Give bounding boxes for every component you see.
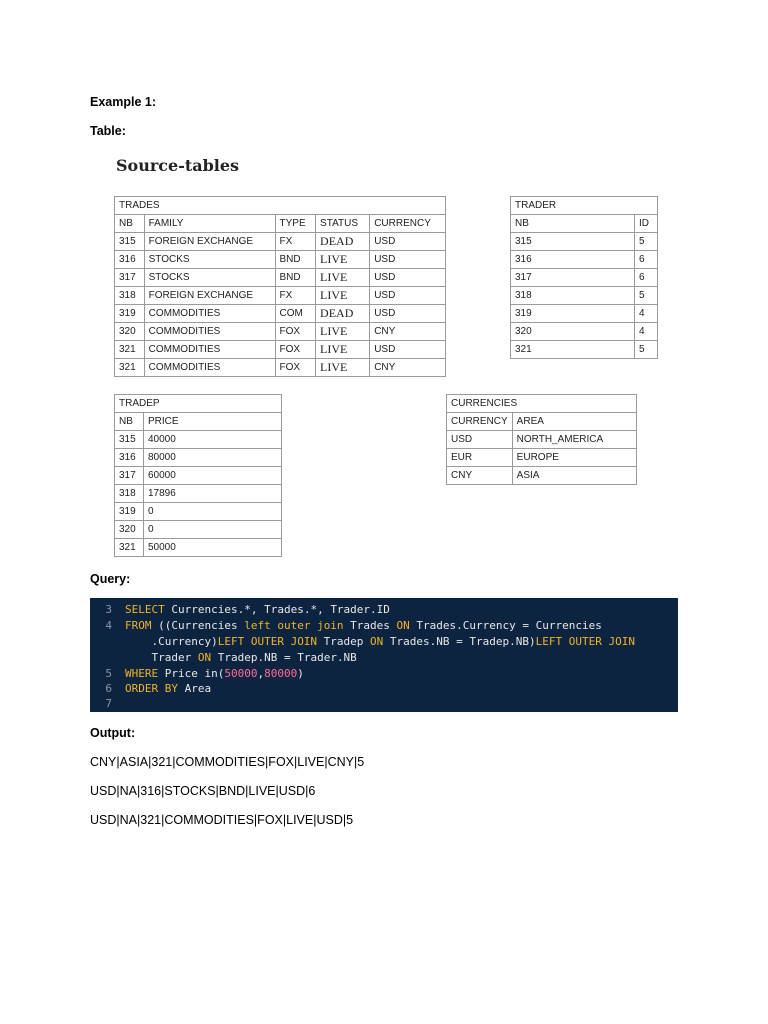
table-cell: BND bbox=[275, 269, 316, 287]
example-heading: Example 1: bbox=[90, 95, 157, 109]
query-heading: Query: bbox=[90, 572, 131, 586]
table-cell: 315 bbox=[511, 233, 635, 251]
table-cell: LIVE bbox=[316, 341, 370, 359]
sql-text: ((Currencies bbox=[151, 619, 245, 632]
output-heading: Output: bbox=[90, 726, 136, 740]
table-row bbox=[115, 305, 446, 323]
table-cell: BND bbox=[275, 251, 316, 269]
table-cell: 321 bbox=[511, 341, 635, 359]
table-cell: FOREIGN EXCHANGE bbox=[144, 287, 275, 305]
code-line bbox=[90, 681, 211, 697]
trades-header-cell: STATUS bbox=[316, 215, 370, 233]
trades-header-cell: TYPE bbox=[275, 215, 316, 233]
table-heading: Table: bbox=[90, 124, 126, 138]
table-cell: USD bbox=[370, 269, 446, 287]
table-cell: 317 bbox=[115, 269, 145, 287]
sql-code-block bbox=[90, 598, 678, 712]
table-row bbox=[115, 485, 282, 503]
table-cell: LIVE bbox=[316, 323, 370, 341]
table-cell: CNY bbox=[447, 467, 513, 485]
line-number: 6 bbox=[105, 682, 112, 695]
trades-header-cell: FAMILY bbox=[144, 215, 275, 233]
table-cell: USD bbox=[370, 341, 446, 359]
line-number: 3 bbox=[105, 603, 112, 616]
table-cell: CNY bbox=[370, 359, 446, 377]
sql-text: , bbox=[257, 667, 265, 680]
table-cell: 318 bbox=[511, 287, 635, 305]
table-row bbox=[115, 341, 446, 359]
sql-text: Trades bbox=[343, 619, 397, 632]
table-cell: 80000 bbox=[144, 449, 282, 467]
code-line bbox=[90, 650, 357, 666]
table-cell: 317 bbox=[511, 269, 635, 287]
table-row bbox=[511, 287, 658, 305]
table-cell: 6 bbox=[635, 269, 658, 287]
table-cell: EUROPE bbox=[512, 449, 636, 467]
sql-keyword: FROM bbox=[125, 619, 152, 632]
trades-header-cell: CURRENCY bbox=[370, 215, 446, 233]
table-cell: FOX bbox=[275, 323, 316, 341]
table-cell: LIVE bbox=[316, 287, 370, 305]
output-line: USD|NA|321|COMMODITIES|FOX|LIVE|USD|5 bbox=[90, 813, 354, 827]
table-cell: 50000 bbox=[144, 539, 282, 557]
sql-keyword: LEFT OUTER JOIN bbox=[535, 635, 635, 648]
sql-text: Trader bbox=[125, 651, 198, 664]
tradep-header-cell: NB bbox=[115, 413, 144, 431]
table-cell: 320 bbox=[511, 323, 635, 341]
source-tables-title: Source-tables bbox=[116, 156, 240, 175]
currencies-table bbox=[446, 394, 637, 485]
sql-text: ) bbox=[297, 667, 304, 680]
table-row bbox=[115, 359, 446, 377]
table-cell: USD bbox=[447, 431, 513, 449]
tradep-table bbox=[114, 394, 282, 557]
table-cell: 40000 bbox=[144, 431, 282, 449]
table-cell: 60000 bbox=[144, 467, 282, 485]
table-cell: 321 bbox=[115, 341, 145, 359]
table-cell: DEAD bbox=[316, 233, 370, 251]
table-cell: ASIA bbox=[512, 467, 636, 485]
line-number: 7 bbox=[105, 697, 112, 710]
table-cell: LIVE bbox=[316, 251, 370, 269]
sql-text: Currencies.*, Trades.*, Trader.ID bbox=[164, 603, 390, 616]
currencies-header-row bbox=[447, 413, 637, 431]
table-row bbox=[511, 251, 658, 269]
table-cell: 4 bbox=[635, 323, 658, 341]
table-cell: 320 bbox=[115, 323, 145, 341]
trader-table bbox=[510, 196, 658, 359]
table-cell: COMMODITIES bbox=[144, 305, 275, 323]
trades-table bbox=[114, 196, 446, 377]
table-cell: LIVE bbox=[316, 359, 370, 377]
table-cell: COMMODITIES bbox=[144, 323, 275, 341]
code-line bbox=[90, 666, 304, 682]
table-row bbox=[447, 431, 637, 449]
trader-header-cell: ID bbox=[635, 215, 658, 233]
table-cell: FOREIGN EXCHANGE bbox=[144, 233, 275, 251]
table-row bbox=[511, 269, 658, 287]
trader-header-cell: NB bbox=[511, 215, 635, 233]
trader-header-row bbox=[511, 215, 658, 233]
table-cell: 316 bbox=[115, 449, 144, 467]
table-row bbox=[511, 305, 658, 323]
table-cell: 321 bbox=[115, 359, 145, 377]
table-cell: USD bbox=[370, 251, 446, 269]
table-row bbox=[511, 341, 658, 359]
table-cell: FOX bbox=[275, 359, 316, 377]
sql-keyword: ON bbox=[370, 635, 384, 648]
sql-keyword: left outer join bbox=[244, 619, 344, 632]
output-line: CNY|ASIA|321|COMMODITIES|FOX|LIVE|CNY|5 bbox=[90, 755, 365, 769]
table-cell: 320 bbox=[115, 521, 144, 539]
currencies-header-cell: CURRENCY bbox=[447, 413, 513, 431]
output-line: USD|NA|316|STOCKS|BND|LIVE|USD|6 bbox=[90, 784, 316, 798]
table-row bbox=[115, 431, 282, 449]
table-cell: LIVE bbox=[316, 269, 370, 287]
table-cell: 318 bbox=[115, 287, 145, 305]
sql-keyword: WHERE bbox=[125, 667, 159, 680]
currencies-header-cell: AREA bbox=[512, 413, 636, 431]
table-cell: 319 bbox=[115, 503, 144, 521]
table-cell: EUR bbox=[447, 449, 513, 467]
sql-keyword: LEFT OUTER JOIN bbox=[217, 635, 318, 648]
table-row bbox=[115, 467, 282, 485]
sql-number: 50000 bbox=[224, 667, 258, 680]
code-line bbox=[90, 602, 390, 618]
table-row bbox=[115, 503, 282, 521]
table-row bbox=[115, 233, 446, 251]
table-cell: FX bbox=[275, 233, 316, 251]
trades-caption: TRADES bbox=[115, 197, 446, 215]
table-cell: USD bbox=[370, 305, 446, 323]
table-cell: FOX bbox=[275, 341, 316, 359]
sql-keyword: ORDER BY bbox=[125, 682, 178, 695]
table-cell: 5 bbox=[635, 341, 658, 359]
table-cell: USD bbox=[370, 287, 446, 305]
table-cell: 319 bbox=[115, 305, 145, 323]
table-row bbox=[511, 233, 658, 251]
sql-text: Area bbox=[177, 682, 212, 695]
table-cell: STOCKS bbox=[144, 251, 275, 269]
table-cell: 5 bbox=[635, 287, 658, 305]
trader-caption: TRADER bbox=[511, 197, 658, 215]
sql-text: Tradep.NB = Trader.NB bbox=[211, 651, 357, 664]
table-cell: 5 bbox=[635, 233, 658, 251]
table-row bbox=[115, 287, 446, 305]
table-row bbox=[115, 521, 282, 539]
table-cell: NORTH_AMERICA bbox=[512, 431, 636, 449]
table-cell: CNY bbox=[370, 323, 446, 341]
table-row bbox=[115, 449, 282, 467]
table-cell: 17896 bbox=[144, 485, 282, 503]
sql-text: .Currency) bbox=[125, 635, 218, 648]
table-cell: FX bbox=[275, 287, 316, 305]
tradep-header-cell: PRICE bbox=[144, 413, 282, 431]
table-cell: USD bbox=[370, 233, 446, 251]
table-cell: 0 bbox=[144, 521, 282, 539]
table-row bbox=[447, 449, 637, 467]
code-line bbox=[90, 634, 635, 650]
table-cell: 4 bbox=[635, 305, 658, 323]
table-cell: STOCKS bbox=[144, 269, 275, 287]
table-cell: 318 bbox=[115, 485, 144, 503]
table-cell: COM bbox=[275, 305, 316, 323]
sql-text: Tradep bbox=[317, 635, 371, 648]
table-cell: 319 bbox=[511, 305, 635, 323]
tradep-header-row bbox=[115, 413, 282, 431]
sql-text: Trades.NB = Tradep.NB) bbox=[383, 635, 536, 648]
tradep-caption: TRADEP bbox=[115, 395, 282, 413]
table-cell: 315 bbox=[115, 431, 144, 449]
table-row bbox=[115, 269, 446, 287]
table-row bbox=[447, 467, 637, 485]
table-row bbox=[511, 323, 658, 341]
code-line bbox=[90, 696, 125, 712]
table-cell: 0 bbox=[144, 503, 282, 521]
trades-header-row bbox=[115, 215, 446, 233]
code-line bbox=[90, 618, 602, 634]
line-number: 4 bbox=[105, 619, 112, 632]
table-cell: 315 bbox=[115, 233, 145, 251]
line-number: 5 bbox=[105, 667, 112, 680]
table-row bbox=[115, 323, 446, 341]
table-cell: 316 bbox=[511, 251, 635, 269]
table-cell: DEAD bbox=[316, 305, 370, 323]
sql-text: Trades.Currency = Currencies bbox=[409, 619, 602, 632]
sql-number: 80000 bbox=[264, 667, 298, 680]
table-cell: 317 bbox=[115, 467, 144, 485]
sql-keyword: ON bbox=[396, 619, 410, 632]
table-cell: COMMODITIES bbox=[144, 359, 275, 377]
sql-keyword: ON bbox=[197, 651, 212, 664]
table-cell: COMMODITIES bbox=[144, 341, 275, 359]
table-cell: 6 bbox=[635, 251, 658, 269]
sql-text: Price in( bbox=[158, 667, 225, 680]
currencies-caption: CURRENCIES bbox=[447, 395, 637, 413]
trades-header-cell: NB bbox=[115, 215, 145, 233]
table-cell: 321 bbox=[115, 539, 144, 557]
table-row bbox=[115, 251, 446, 269]
sql-keyword: SELECT bbox=[125, 603, 165, 616]
table-row bbox=[115, 539, 282, 557]
table-cell: 316 bbox=[115, 251, 145, 269]
source-tables-image bbox=[112, 150, 680, 555]
